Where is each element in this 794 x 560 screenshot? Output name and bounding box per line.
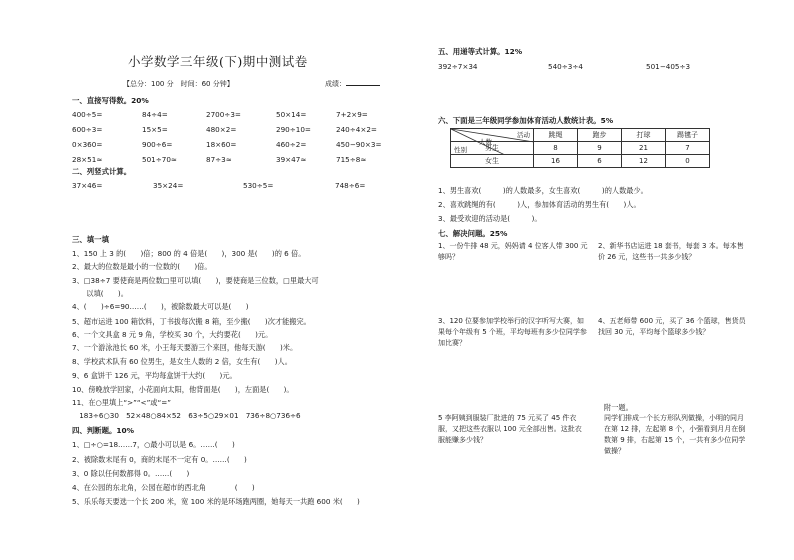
table-question: 2、喜欢跳绳的有( )人，参加体育活动的男生有( )人。 — [438, 200, 641, 209]
col-header: 跳绳 — [534, 129, 578, 142]
table-cell: 8 — [534, 142, 578, 155]
fill-item: 3、□38÷7 要使商是两位数□里可以填( )，要使商是三位数，□里最大可 — [72, 276, 319, 285]
table-cell: 9 — [578, 142, 622, 155]
word-problem-3: 3、120 位要参加学校举行的汉字听写大赛，如果每个年级有 5 个班，平均每班有多少位同学参加比赛？ — [438, 317, 587, 347]
compare-row: 183÷6○30 52×48○84×52 63÷5○29×01 736÷8○736÷6 — [72, 411, 301, 420]
corner-gender: 性别 — [454, 146, 467, 154]
fill-item: 7、一个游泳池长 60 米，小王每天要游三个来回，他每天游( )米。 — [72, 343, 298, 352]
corner-activity: 活动 — [517, 131, 530, 139]
fill-item: 以填( )。 — [72, 289, 128, 298]
section-4-heading: 四、判断题。10% — [72, 426, 135, 435]
section-6-heading: 六、下面是三年级同学参加体育活动人数统计表。5% — [438, 116, 614, 125]
word-problem-6: 同学们排成一个长方形队列做操，小明的同月在第 12 排，左起第 8 个，小强看到月月在倒数第 9 排，右起第 15 个，一共有多少位同学做操？ — [604, 414, 746, 455]
stats-table — [450, 128, 710, 168]
word-problem-5: 5 李阿姨到服装厂批进的 75 元买了 45 件衣服，又把这些衣服以 100 元全部出售。这批衣服能赚多少钱？ — [438, 414, 582, 444]
table-question: 3、最受欢迎的活动是( )。 — [438, 214, 542, 223]
table-row — [451, 155, 710, 168]
table-cell: 21 — [622, 142, 666, 155]
exam-meta: 【总分：100 分 时间：60 分钟】 — [123, 80, 234, 88]
fill-item: 2、最大的位数是最小的一位数的( )倍。 — [72, 262, 212, 271]
table-cell: 16 — [534, 155, 578, 168]
fill-item: 6、一个文具盒 8 元 9 角，学校买 30 个，大约要花( )元。 — [72, 330, 273, 339]
row-label: 女生 — [451, 155, 534, 168]
exam-title: 小学数学三年级(下)期中测试卷 — [128, 54, 308, 69]
fill-item: 8、学校武术队有 60 位男生，是女生人数的 2 倍，女生有( )人。 — [72, 357, 292, 366]
section-1-heading: 一、直接写得数。20% — [72, 96, 149, 105]
word-problem-2: 2、新华书店运进 18 套书，每套 3 本。每本售价 26 元，这些书一共多少钱？ — [598, 242, 744, 261]
col-header: 踢毽子 — [666, 129, 710, 142]
judge-item: 2、被除数末尾有 0，商的末尾不一定有 0。……( ) — [72, 455, 247, 464]
table-cell: 0 — [666, 155, 710, 168]
word-problem-4: 4、五老师带 600 元，买了 36 个篮球，售货员找回 30 元，平均每个篮球多少钱？ — [598, 317, 746, 336]
corner-people: 人数 — [479, 138, 492, 146]
fill-item: 1、150 上 3 的( )倍；800 的 4 倍是( )，300 是( )的 6 倍。 — [72, 249, 306, 258]
table-cell: 6 — [578, 155, 622, 168]
fill-item: 5、超市运进 100 箱饮料，丁书拔每次搬 8 箱，至少搬( )次才能搬完。 — [72, 317, 311, 326]
fill-item: 10、傍晚放学回家，小花面向太阳，他背面是( )，左面是( )。 — [72, 385, 294, 394]
score-label: 成绩： — [325, 80, 380, 89]
exam-page: 小学数学三年级(下)期中测试卷 【总分：100 分 时间：60 分钟】 成绩： 一、直接写得数。20% 400÷5= 84÷4= 2700÷3= 50×14= 7+2×9= 600÷3= 15×5= 480×2= 290÷10= 240÷4×2= 0×360= 900÷6= 18×60= 460÷2= 450−90×3= 28×51≈ 501÷70≈ 87÷3≈ 39×47≈ 715÷8≈ 二、列竖式计算。 37×46= 35×24= 530÷5= 748÷6= 三、填一填 1、150 上 3 的( )倍；800 的 4 倍是( )，300 是( )的 6 倍。 2、最大的位数是最小的一位数的( )倍。 3、□38÷7 要使商是两位数□里可以填( )，要使商是三位数，□里最大可 以填( )。 4、( )÷6=90……( )，被除数最大可以是( ) 5、超市运进 100 箱饮料，丁书拔每次搬 8 箱，至少搬( )次才能搬完。 6、一个文具盒 8 元 9 角，学校买 30 个，大约要花( )元。 7、一个游泳池长 60 米，小王每天要游三个来回，他每天游( )米。 8、学校武术队有 60 位男生，是女生人数的 2 倍，女生有( )人。 9、6 盒饼干 126 元，平均每盒饼干大约( )元。 10、傍晚放学回家，小花面向太阳，他背面是( )，左面是( )。 11、在○里填上“>”“<”或“=” 183÷6○30 52×48○84×52 63÷5○29×01 736÷8○736÷6 四、判断题。10% 1、□÷○=18……7，○最小可以是 6。……( ) 2、被除数末尾有 0，商的末尾不一定有 0。……( ) 3、0 除以任何数都得 0。……( ) 4、在公园的东北角，公园在超市的西北角 ( ) 5、乐乐每天要选一个长 200 米，宽 100 米的是环场跑两圈，她每天一共跑 600 米( ) 五、用递等式计算。12% 392÷7×34 540÷3÷4 501−405÷3 六、下面是三年级同学参加体育活动人数统计表。5% 活动 人数 性别 跳绳 跑步 打球 踢毽子 男生 8 9 21 7 女生 16 6 12 0 1、男生喜欢( )的人数最多，女生喜欢( )的人数最少。 2、喜欢跳绳的有( )人，参加体育活动的男生有( )人。 3、最受欢迎的活动是( )。 七、解决问题。25% 1、一份牛排 48 元，妈妈请 4 位客人带 300 元够吗？ 2、新华书店运进 18 套书，每套 3 本。每本售价 26 元，这些书一共多少钱？ 3、120 位要参加学校举行的汉字听写大赛，如果每个年级有 5 个班，平均每班有多少位同学参加比赛？ 4、五老师带 600 元，买了 36 个篮球，售货员找回 30 元，平均每个篮球多少钱？ 5 李阿姨到服装厂批进的 75 元买了 45 件衣服，又把这些衣服以 100 元全部出售。这批衣服能赚多少钱？ 附一题。 同学们排成一个长方形队列做操，小明的同月在第 12 排，左起第 8 个，小强看到月月在倒数第 9 排，右起第 15 个，一共有多少位同学做操？ — [0, 0, 794, 560]
extra-heading: 附一题。 — [604, 403, 633, 412]
table-question: 1、男生喜欢( )的人数最多，女生喜欢( )的人数最少。 — [438, 186, 648, 195]
table-cell: 12 — [622, 155, 666, 168]
table-cell: 7 — [666, 142, 710, 155]
fill-item: 11、在○里填上“>”“<”或“=” — [72, 398, 171, 407]
section-7-heading: 七、解决问题。25% — [438, 229, 508, 238]
col-header: 跑步 — [578, 129, 622, 142]
judge-item: 4、在公园的东北角，公园在超市的西北角 ( ) — [72, 483, 255, 492]
fill-item: 4、( )÷6=90……( )，被除数最大可以是( ) — [72, 302, 249, 311]
judge-item: 3、0 除以任何数都得 0。……( ) — [72, 469, 190, 478]
section-2-heading: 二、列竖式计算。 — [72, 167, 132, 176]
judge-item: 1、□÷○=18……7，○最小可以是 6。……( ) — [72, 440, 235, 449]
row-label: 男生 — [451, 142, 534, 155]
col-header: 打球 — [622, 129, 666, 142]
word-problem-1: 1、一份牛排 48 元，妈妈请 4 位客人带 300 元够吗？ — [438, 242, 588, 261]
section-5-heading: 五、用递等式计算。12% — [438, 47, 523, 56]
section-3-heading: 三、填一填 — [72, 235, 109, 244]
judge-item: 5、乐乐每天要选一个长 200 米，宽 100 米的是环场跑两圈，她每天一共跑 600 米( ) — [72, 497, 360, 506]
fill-item: 9、6 盒饼干 126 元，平均每盒饼干大约( )元。 — [72, 371, 237, 380]
score-blank[interactable] — [346, 85, 380, 86]
